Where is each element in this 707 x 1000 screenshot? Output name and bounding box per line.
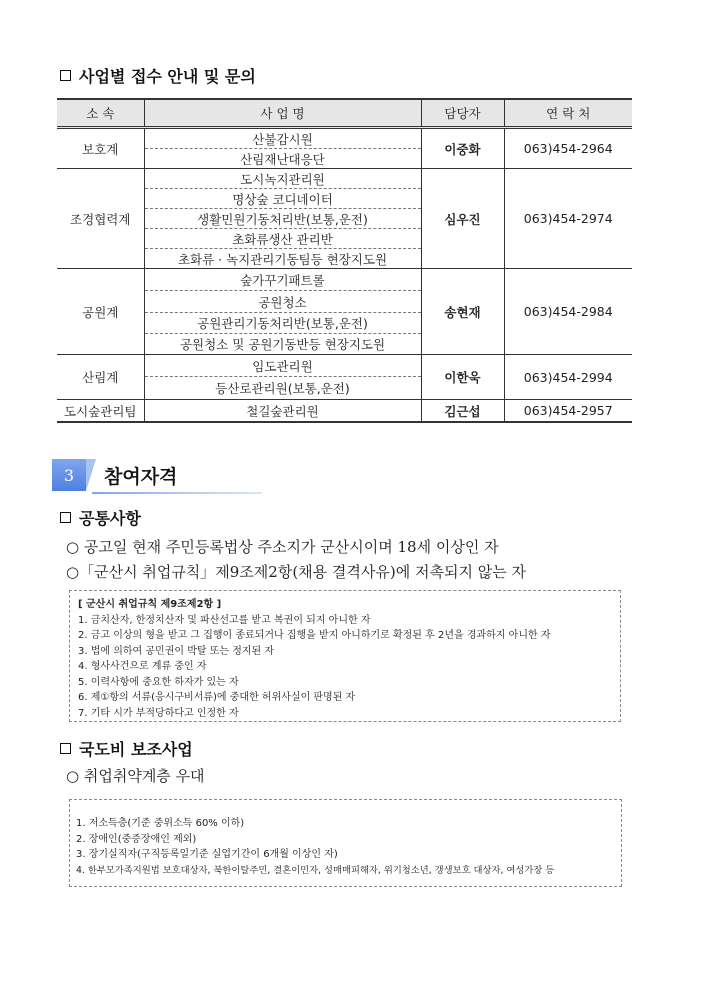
common-title: 공통사항 (79, 509, 141, 528)
national-heading (60, 737, 193, 760)
dept-cell: 공원계 (57, 269, 144, 355)
common-bullet-1: ○ 공고일 현재 주민등록법상 주소지가 군산시이며 18세 이상인 자 (66, 538, 499, 556)
note-item: 7. 기타 시가 부적당하다고 인정한 자 (78, 707, 239, 719)
business-cell: 명상숲 코디네이터 (144, 189, 421, 209)
business-cell: 초화류 · 녹지관리기동팀등 현장지도원 (144, 249, 421, 269)
note-item: 2. 장애인(중증장애인 제외) (76, 833, 197, 845)
dept-cell: 보호계 (57, 128, 144, 169)
contact-section-title: 사업별 접수 안내 및 문의 (79, 67, 256, 86)
table-row (57, 128, 632, 149)
business-cell: 산림재난대응단 (144, 149, 421, 169)
business-cell: 숲가꾸기패트롤 (144, 269, 421, 291)
business-cell: 산불감시원 (144, 128, 421, 149)
note-item: 3. 장기실직자(구직등록일기준 실업기간이 6개월 이상인 자) (76, 849, 338, 860)
note-item: 6. 제①항의 서류(응시구비서류)에 중대한 허위사실이 판명된 자 (78, 692, 356, 703)
header-person: 담당자 (421, 99, 504, 128)
person-cell: 이중화 (421, 128, 504, 169)
business-cell: 초화류생산 관리반 (144, 229, 421, 249)
table-row (57, 400, 632, 423)
section-3-title: 참여자격 (104, 466, 178, 488)
checkbox-square-icon (60, 512, 71, 523)
phone-cell: 063)454-2964 (504, 128, 632, 169)
section-underline (92, 492, 262, 494)
note-title: [ 군산시 취업규칙 제9조제2항 ] (78, 599, 222, 610)
badge-slant-decoration (86, 459, 96, 491)
table-row (57, 355, 632, 377)
note-item: 4. 형사사건으로 계류 중인 자 (78, 661, 207, 672)
note-item: 4. 한부모가족지원법 보호대상자, 북한이탈주민, 결혼이민자, 성매매피해자, 위기청소년, 갱생보호 대상자, 여성가장 등 (76, 864, 555, 876)
national-bullet: ○ 취업취약계층 우대 (66, 767, 205, 785)
table-row (57, 269, 632, 291)
business-cell: 생활민원기동처리반(보통,운전) (144, 209, 421, 229)
phone-cell: 063)454-2994 (504, 355, 632, 400)
dept-cell: 도시숲관리팀 (57, 400, 144, 423)
section-3-header (52, 459, 262, 495)
dept-cell: 조경협력계 (57, 169, 144, 269)
business-cell: 공원관리기동처리반(보통,운전) (144, 313, 421, 334)
business-cell: 임도관리원 (144, 355, 421, 377)
table-header-row (57, 99, 632, 128)
header-dept: 소 속 (57, 99, 144, 128)
note-item: 1. 저소득층(기준 중위소득 60% 이하) (76, 818, 245, 829)
business-cell: 철길숲관리원 (144, 400, 421, 423)
contact-section-heading (60, 64, 256, 87)
note-item: 1. 금치산자, 한정치산자 및 파산선고를 받고 복권이 되지 아니한 자 (78, 614, 371, 626)
note-item: 3. 법에 의하여 공민권이 박탈 또는 정지된 자 (78, 645, 275, 657)
person-cell: 송현재 (421, 269, 504, 355)
note-item: 5. 이력사항에 중요한 하자가 있는 자 (78, 676, 239, 688)
checkbox-square-icon (60, 70, 71, 81)
phone-cell: 063)454-2984 (504, 269, 632, 355)
person-cell: 김근섭 (421, 400, 504, 423)
person-cell: 심우진 (421, 169, 504, 269)
header-business: 사 업 명 (144, 99, 421, 128)
note-item: 2. 금고 이상의 형을 받고 그 집행이 종료되거나 집행을 받지 아니하기로 확정된 후 2년을 경과하지 아니한 자 (78, 630, 551, 641)
vulnerable-groups-note (69, 799, 622, 887)
header-phone: 연 락 처 (504, 99, 632, 128)
phone-cell: 063)454-2974 (504, 169, 632, 269)
common-heading (60, 506, 141, 529)
table-row (57, 169, 632, 189)
person-cell: 이한욱 (421, 355, 504, 400)
business-cell: 공원청소 및 공원기동반등 현장지도원 (144, 334, 421, 355)
employment-rules-note (69, 590, 621, 722)
section-number-badge: 3 (52, 459, 86, 491)
phone-cell: 063)454-2957 (504, 400, 632, 423)
business-cell: 도시녹지관리원 (144, 169, 421, 189)
business-cell: 등산로관리원(보통,운전) (144, 377, 421, 400)
common-bullet-2: ○「군산시 취업규칙」제9조제2항(채용 결격사유)에 저촉되지 않는 자 (66, 563, 526, 581)
contact-table (57, 98, 632, 423)
national-title: 국도비 보조사업 (79, 740, 193, 759)
checkbox-square-icon (60, 743, 71, 754)
business-cell: 공원청소 (144, 291, 421, 313)
dept-cell: 산림계 (57, 355, 144, 400)
